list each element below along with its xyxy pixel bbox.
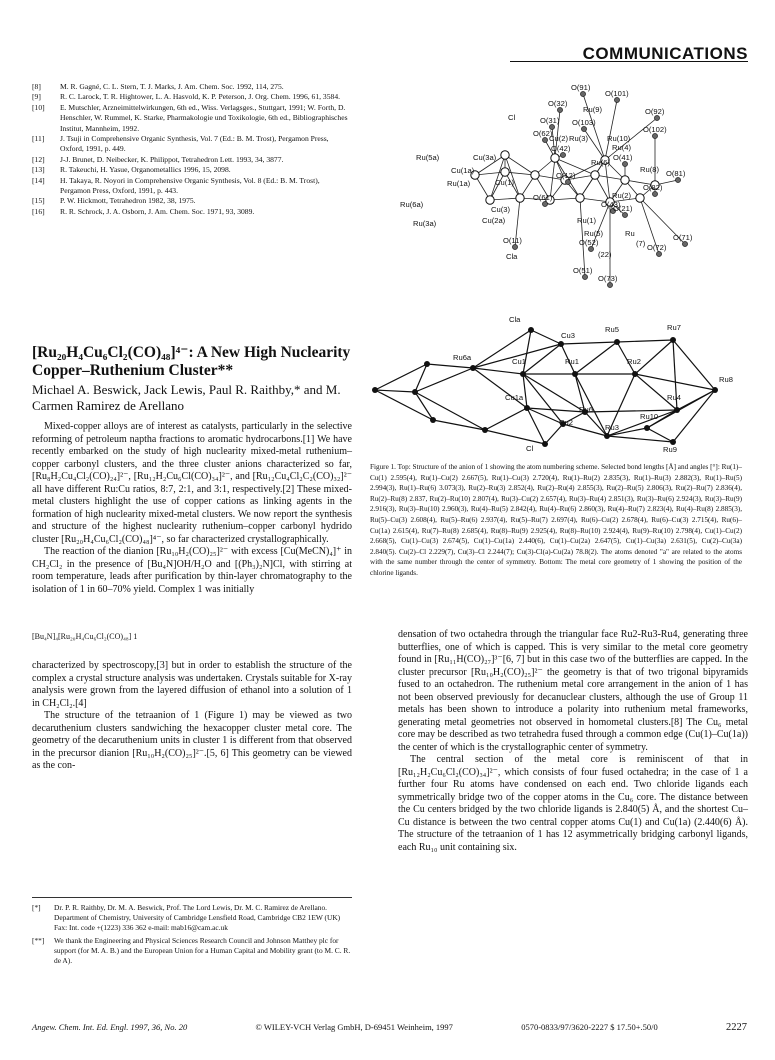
metal-atom <box>621 176 629 184</box>
oxygen-atom <box>512 244 517 249</box>
oxygen-atom <box>565 179 570 184</box>
oxygen-atom <box>607 282 612 287</box>
oxygen-atom <box>652 191 657 196</box>
core-atom <box>572 371 578 377</box>
oxygen-atom <box>622 212 627 217</box>
core-atom <box>482 427 488 433</box>
atom-label: Cla <box>506 252 518 261</box>
atom-label: O(91) <box>571 83 591 92</box>
core-bond <box>617 340 673 342</box>
figure-structure-top <box>355 80 750 312</box>
core-label: Ru8 <box>719 375 733 384</box>
atom-label: Ru(8) <box>640 165 659 174</box>
article-authors: Michael A. Beswick, Jack Lewis, Paul R. Raithby,* and M. Carmen Ramirez de Arellano <box>32 382 341 413</box>
oxygen-atom <box>652 133 657 138</box>
atom-label: Ru(6) <box>591 158 610 167</box>
atom-label: Ru(2) <box>612 191 631 200</box>
oxygen-atom <box>560 152 565 157</box>
core-label: Ru7 <box>667 323 681 332</box>
article-title: [Ru₂₀H₄Cu₆Cl₂(CO)₄₈]⁴⁻: A New High Nuclearity Copper–Ruthenium Cluster** <box>32 344 351 379</box>
oxygen-atom <box>557 107 562 112</box>
atom-label: O(42) <box>551 144 571 153</box>
paragraph: The reaction of the dianion [Ru₁₀H₂(CO)₂₅]²⁻ with excess [Cu(MeCN)₄]⁺ in CH₂Cl₂ in the presence of [Bu₄N]OH/H₂O and [(Ph₃)₂N]Cl, with stirring at room temperature, leads after purification by thin-layer chromatography to the isolation of 1 in 60–70% yield. Complex 1 was initially <box>32 546 352 595</box>
atom-label: O(43) <box>601 200 621 209</box>
core-bond <box>485 408 527 430</box>
oxygen-atom <box>580 91 585 96</box>
atom-label: O(92) <box>645 107 665 116</box>
reference-item: [10] E. Mutschler, Arzneimittelwirkungen, 6th ed., Wiss. Verlagsges., Stuttgart, 1991; W. Forth, D. Henschler, W. Rummel, K. Starke, Pharmakologie und Toxikologie, 6th ed., Bibliographisches Institut, Mannheim, 1992. <box>32 102 348 133</box>
atom-label: O(62) <box>533 129 553 138</box>
core-atom <box>674 407 680 413</box>
core-atom <box>470 365 476 371</box>
body-left-bottom <box>32 660 352 773</box>
atom-label: Cu(2a) <box>482 216 506 225</box>
core-bond <box>561 342 617 344</box>
atom-label: O(101) <box>605 89 629 98</box>
figure-metal-core <box>355 312 750 457</box>
atom-label: Ru(5) <box>584 229 603 238</box>
atom-label: O(41) <box>613 153 633 162</box>
reference-item: [13] R. Takeuchi, H. Yasue, Organometallics 1996, 15, 2098. <box>32 165 231 175</box>
core-atom <box>412 389 418 395</box>
atom-label: Ru(3) <box>569 134 588 143</box>
reference-item: [9] R. C. Larock, T. R. Hightower, L. A. Hasvold, K. P. Peterson, J. Org. Chem. 1996, 61, 3584. <box>32 92 341 102</box>
oxygen-atom <box>682 241 687 246</box>
oxygen-atom <box>542 201 547 206</box>
core-atom <box>520 371 526 377</box>
atom-label: O(72) <box>647 243 667 252</box>
core-bond <box>375 390 433 420</box>
reference-item: [16] R. R. Schrock, J. A. Osborn, J. Am. Chem. Soc. 1971, 93, 3089. <box>32 206 255 216</box>
paragraph: The central section of the metal core is reminiscent of that in [Ru₁₂H₂Cu₆Cl₂(CO)₃₄]²⁻, which consists of four fused octahedra; in the case of 1 a further four Ru atoms have condensed on each end. Two chloride ligands each symmetrically bridge two of the copper atoms in the Cu₆ core. The distance between the Cu centers bridged by the two chloride ligands is 2.840(5) Å, and the shortest Cu–Cu distance is between the two central copper atoms Cu(1) and Cu(1a) (2.440(6) Å). The structure of the tetraanion of 1 has 12 asymmetrically bridging carbonyl ligands, each Ru₁₀ unit containing six. <box>398 754 748 853</box>
atom-label: Ru(5a) <box>416 153 440 162</box>
atom-label: O(11) <box>503 236 522 245</box>
core-bond <box>375 390 415 392</box>
oxygen-atom <box>622 161 627 166</box>
atom-label: Ru(10) <box>607 134 631 143</box>
core-atom <box>558 341 564 347</box>
atom-label: O(52) <box>579 238 599 247</box>
section-title: COMMUNICATIONS <box>582 44 748 63</box>
core-bond <box>427 364 473 368</box>
core-bond <box>635 374 677 410</box>
footer-code: 0570-0833/97/3620-2227 $ 17.50+.50/0 <box>521 1022 658 1032</box>
core-atom <box>528 327 534 333</box>
atom-label: O(61) <box>533 193 553 202</box>
core-atom <box>712 387 718 393</box>
core-label: Ru1 <box>565 357 579 366</box>
atom-label: O(82) <box>643 183 663 192</box>
core-label: Cu2 <box>559 418 573 427</box>
oxygen-atom <box>614 97 619 102</box>
core-label: Cl <box>526 444 534 453</box>
atom-label: O(31) <box>540 116 560 125</box>
atom-label: Ru <box>625 229 635 238</box>
body-right <box>398 629 748 854</box>
core-atom <box>632 371 638 377</box>
atom-label: Cu(1a) <box>451 166 475 175</box>
metal-atom <box>576 194 584 202</box>
reference-item: [8] M. R. Gagné, C. L. Stern, T. J. Marks, J. Am. Chem. Soc. 1992, 114, 275. <box>32 82 284 91</box>
footer-journal: Angew. Chem. Int. Ed. Engl. 1997, 36, No. 20 <box>32 1022 188 1032</box>
reference-item: [15] P. W. Hickmott, Tetrahedron 1982, 38, 1975. <box>32 196 196 206</box>
footnote-rule <box>32 897 352 898</box>
atom-label: Ru(1a) <box>447 179 471 188</box>
atom-label: Cu(1) <box>495 178 514 187</box>
compound-formula: [Bu₄N]₄[Ru₂₀H₄Cu₆Cl₂(CO)₄₈] 1 <box>32 632 138 641</box>
core-label: Ru2 <box>627 357 641 366</box>
reference-list <box>32 82 350 217</box>
paragraph: densation of two octahedra through the triangular face Ru2-Ru3-Ru4, generating three butterflies, one of which is capped. This is very similar to the metal core geometry found in [Ru₁₁H(CO)₂₇]³⁻[6, 7] but in this case two of the butterflies are capped. In the cluster precursor [Ru₁₀H₂(CO)₂₅]²⁻ the geometry is that of two trigonal bipyramids fused to an octahedron. The ruthenium metal core arrangement in the anion of 1 has not been observed previously for decanuclear clusters, although the use of Group 11 metals has been shown to introduce a polarity into ruthenium metal frameworks, generating metal geometries not observed in homometal clusters.[8] The Cu₆ metal core may be described as two tetrahedra fused through a common edge (Cu(1)–Cu(1a)) the center of which is the crystallographic center of symmetry. <box>398 629 748 753</box>
core-bond <box>531 330 561 344</box>
core-bonds <box>375 330 715 444</box>
core-label: Cu1 <box>512 357 526 366</box>
atom-label: Ru(3a) <box>413 219 437 228</box>
paragraph: Mixed-copper alloys are of interest as catalysts, particularly in the selective reforming of petroleum naptha fractions to aromatic hydrocarbons.[1] We have recently embarked on the study of high nuclearity mixed-metal ruthenium–copper carbonyl clusters, and the three cluster anions characterized so far, [Ru₈H₂Cu₄Cl₂(CO)₂₄]²⁻, [Ru₁₂H₂Cu₆Cl(CO)₃₄]²⁻, and [Ru₁₂Cu₄Cl₂C₂(CO)₃₂]²⁻ all have different Ru:Cu ratios, 8:7, 2:1, and 3:1, respectively.[2] These mixed-metal clusters highlight the use of copper cations as linking agents in the formation of high nuclearity mixed-metal clusters. We now report the synthesis and structure of the highest nuclearity ruthenium–copper carbonyl hydrido cluster [Ru₂₀H₄Cu₆Cl₂(CO)₄₈]⁴⁻, so far characterized crystallographically. <box>32 421 352 545</box>
atom-label: Cu(2) <box>549 134 568 143</box>
core-label: Ru6a <box>453 353 472 362</box>
metal-atom <box>636 194 644 202</box>
metal-atom <box>501 151 509 159</box>
atom-label: O(103) <box>572 118 596 127</box>
atom-label: Ru(9) <box>583 105 602 114</box>
core-label: Cu1a <box>505 393 524 402</box>
core-bond <box>415 392 485 430</box>
atom-label: O(12) <box>556 171 576 180</box>
core-label: Ru10 <box>640 412 659 421</box>
atom-label: Ru(6a) <box>400 200 424 209</box>
core-atom <box>542 441 548 447</box>
core-bond <box>375 364 427 390</box>
metal-atom <box>486 196 494 204</box>
footnote-item: [*] Dr. P. R. Raithby, Dr. M. A. Beswick, Prof. The Lord Lewis, Dr. M. C. Ramirez de Arellano. Department of Chemistry, University of Cambridge Lensfield Road, Cambridge CB2 1EW (UK) Fax: Int. code +(1223) 336 362 e-mail: mab16@cam.ac.uk <box>32 903 341 932</box>
body-left-top <box>32 421 352 596</box>
figure-caption: Figure 1. Top: Structure of the anion of 1 showing the atom numbering scheme. Selected bond lengths [Å] and angles [°]: Ru(1)–Cu(1) 2.595(4), Ru(1)–Cu(2) 2.667(5), Ru(1)–Cu(3) 2.720(4), Ru(1)–Ru(2) 2.835(3), Ru(1)–Ru(3) 2.882(3), Ru(1)–Ru(5) 2.994(3), Ru(1)–Ru(6) 3.073(3), Ru(2)–Ru(3) 2.852(4), Ru(2)–Ru(4) 2.855(3), Ru(2)–Ru(5) 2.806(3), Ru(2)–Ru(7) 2.836(4), Ru(2)–Ru(8) 2.837, Ru(2)–Ru(10) 2.807(4), Ru(3)–Cu(2) 2.657(4), Ru(3)–Ru(4) 2.851(3), Ru(3)–Ru(6) 2.924(3), Ru(3)–Ru(9) 2.916(3), Ru(3)–Ru(10) 2.960(3), Ru(4)–Ru(5) 2.842(4), Ru(4)–Ru(6) 2.860(3), Ru(4)–Ru(7) 2.823(4), Ru(4)–Ru(8) 2.885(3), Ru(5)–Cu(3) 2.608(4), Ru(5)–Ru(6) 2.937(4), Ru(5)–Ru(7) 2.697(4), Ru(6)–Cu(2) 2.678(4), Ru(6)–Cu(3) 2.715(4), Ru(6)–Cu(1a) 2.615(4), Ru(7)–Ru(8) 2.685(4), Ru(8)–Ru(9) 2.925(4), Ru(8)–Ru(10) 2.924(4), Ru(9)–Ru(10) 2.798(4), Cu(1)–Cu(2) 2.668(5), Cu(1)–Cu(3) 2.674(5), Cu(1)–Cu(1a) 2.440(6), Cu(1)–Cu(2a) 2.647(5), Cu(1)–Cu(3a) 2.631(5), Cu(2)–Cu(3a) 2.840(5). Cu(2)–Cl 2.229(7), Cu(3)–Cl 2.244(7); Cu(3)-Cl(a)-Cu(2a) 78.8(2). The atoms denoted "a" are related to the atoms with the same number through the center of symmetry. Bottom: The metal core geometry of 1 showing the position of the chlorine ligands. <box>370 463 742 577</box>
footnotes <box>32 903 352 966</box>
core-atom <box>604 433 610 439</box>
metal-atom <box>551 154 559 162</box>
atom-label: O(81) <box>666 169 686 178</box>
footnote-item: [**] We thank the Engineering and Physical Sciences Research Council and Johnson Matthey plc for support (for M. A. B.) and the European Union for a Human Capital and Mobility grant (to M. C. R. de A). <box>32 936 351 965</box>
paragraph: The structure of the tetraanion of 1 (Figure 1) may be viewed as two decaruthenium clusters sandwiching the hexacopper cluster metal core. The geometry of the decaruthenium units in cluster 1 is different from that observed in the precursor dianion [Ru₁₀H₂(CO)₂₅]²⁻.[5, 6] This geometry can be viewed as the con- <box>32 710 352 771</box>
core-bond <box>523 374 585 412</box>
atom-label: O(71) <box>673 233 693 242</box>
oxygen-atom <box>582 274 587 279</box>
atom-label: (22) <box>598 250 612 259</box>
footer-publisher: © WILEY-VCH Verlag GmbH, D-69451 Weinheim, 1997 <box>255 1022 453 1032</box>
core-atom <box>644 425 650 431</box>
metal-atom <box>516 194 524 202</box>
core-bond <box>485 430 545 444</box>
metal-atom <box>501 168 509 176</box>
metal-atom <box>591 171 599 179</box>
oxygen-atom <box>656 251 661 256</box>
atom-label: Cu(3a) <box>473 153 497 162</box>
reference-item: [11] J. Tsuji in Comprehensive Organic Synthesis, Vol. 7 (Ed.: B. M. Trost), Pergamon Press, Oxford, 1991, p. 449. <box>32 134 329 154</box>
core-bond <box>523 344 561 374</box>
page-footer <box>32 1022 747 1033</box>
atom-label: O(32) <box>548 99 568 108</box>
core-bond <box>575 342 617 374</box>
core-atom <box>424 361 430 367</box>
reference-item: [14] H. Takaya, R. Noyori in Comprehensive Organic Synthesis, Vol. 8 (Ed.: B. M. Trost), Pergamon Press, Oxford, 1991, p. 443. <box>32 175 320 196</box>
core-atom <box>524 405 530 411</box>
core-atom <box>430 417 436 423</box>
atom-label: O(102) <box>643 125 667 134</box>
atom-label: Cu(3) <box>491 205 510 214</box>
core-bond <box>433 420 485 430</box>
core-bond <box>585 410 677 412</box>
atom-label: (7) <box>636 239 646 248</box>
page-number: 2227 <box>725 1022 747 1033</box>
core-bond <box>523 374 563 424</box>
oxygen-atom <box>654 115 659 120</box>
atom-label: Ru(1) <box>577 216 596 225</box>
core-label: Ru3 <box>605 423 619 432</box>
core-label: Ru4 <box>667 393 681 402</box>
core-label: Ru5 <box>605 325 619 334</box>
paragraph: characterized by spectroscopy,[3] but in order to establish the structure of the complex a crystal structure analysis was undertaken. Crystals suitable for X-ray analysis were grown from the layered diffusion of ethanol into a solution of 1 in CH₂Cl₂.[4] <box>32 660 352 709</box>
atom-label: Cl <box>508 113 516 122</box>
oxygen-atom <box>581 126 586 131</box>
reference-item: [12] J-J. Brunet, D. Neibecker, K. Philippot, Tetrahedron Lett. 1993, 34, 3877. <box>32 154 284 164</box>
oxygen-atom <box>588 246 593 251</box>
core-bond <box>527 408 545 444</box>
atom-label: Ru(4) <box>612 143 631 152</box>
core-atom <box>670 337 676 343</box>
atom-label: O(51) <box>573 266 593 275</box>
core-atom <box>614 339 620 345</box>
structure-labels <box>400 83 693 283</box>
core-atom <box>372 387 378 393</box>
atom-label: O(73) <box>598 274 618 283</box>
core-label: Ru9 <box>663 445 677 454</box>
core-label: Cu3 <box>561 331 575 340</box>
atom-label: O(21) <box>613 204 633 213</box>
oxygen-atom <box>542 137 547 142</box>
core-label: Cla <box>509 315 521 324</box>
core-bond <box>545 424 563 444</box>
oxygen-atom <box>675 177 680 182</box>
metal-atom <box>531 171 539 179</box>
core-label: Ru6 <box>579 405 593 414</box>
